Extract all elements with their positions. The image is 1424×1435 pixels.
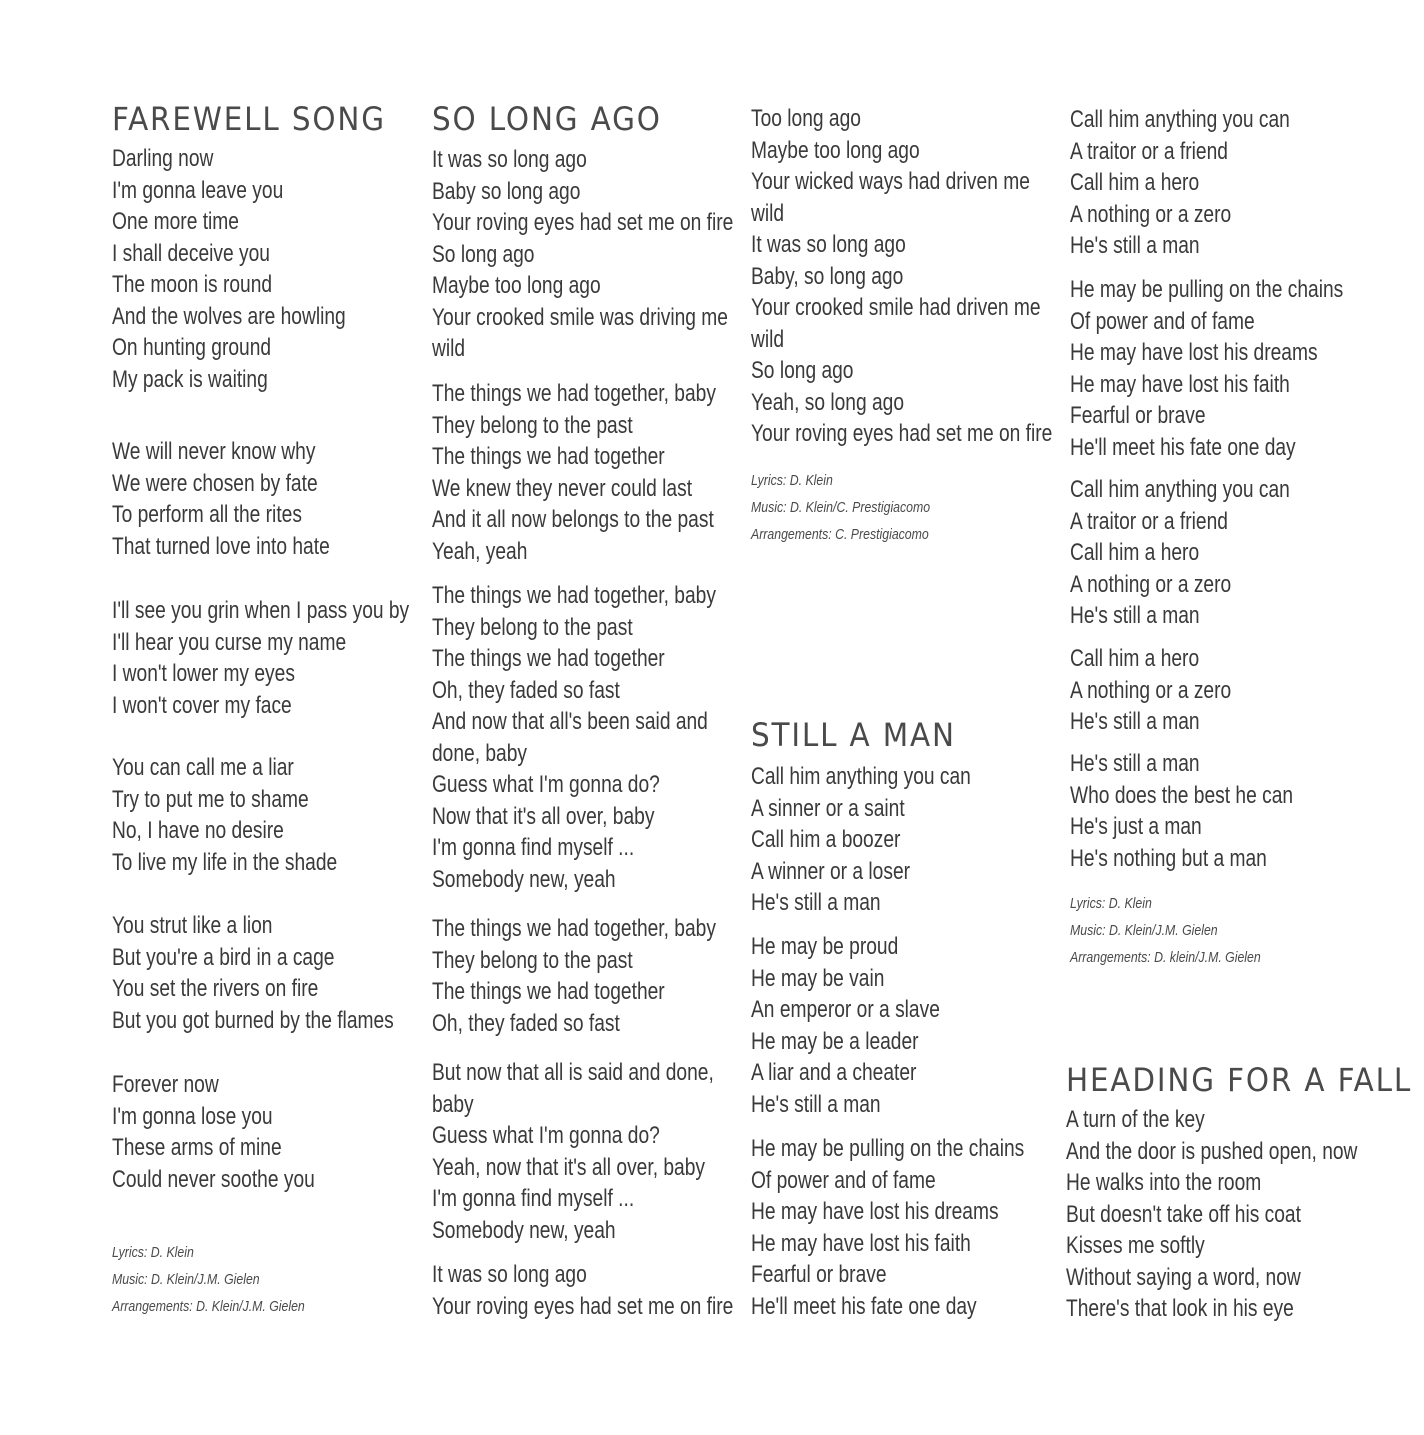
stanza bbox=[112, 752, 393, 878]
stanza bbox=[1070, 643, 1271, 738]
lyric-line: A turn of the key bbox=[1066, 1106, 1205, 1133]
lyric-line: But doesn't take off his coat bbox=[1066, 1200, 1301, 1228]
stanza bbox=[751, 761, 1026, 919]
lyric-line: No, I have no desire bbox=[112, 817, 284, 844]
lyric-line: He's still a man bbox=[751, 889, 881, 916]
credit-line: Music: D. Klein/C. Prestigiacomo bbox=[751, 499, 931, 516]
lyric-line: They belong to the past bbox=[432, 946, 633, 974]
lyric-line: He may have lost his dreams bbox=[751, 1198, 999, 1225]
stanza bbox=[751, 1133, 1093, 1322]
stanza bbox=[432, 580, 787, 895]
lyric-line: So long ago bbox=[432, 240, 535, 268]
lyric-line: We knew they never could last bbox=[432, 474, 693, 502]
lyric-line: Who does the best he can bbox=[1070, 781, 1294, 809]
credit-line: Lyrics: D. Klein bbox=[751, 472, 833, 489]
lyric-line: You strut like a lion bbox=[112, 912, 273, 939]
stanza bbox=[112, 143, 404, 395]
lyric-line: He's nothing but a man bbox=[1070, 844, 1267, 872]
lyric-line: wild bbox=[751, 325, 785, 353]
lyric-line: I'm gonna leave you bbox=[112, 176, 284, 204]
credits bbox=[751, 467, 969, 548]
lyric-line: Baby, so long ago bbox=[751, 262, 904, 290]
lyric-line: Without saying a word, now bbox=[1066, 1263, 1301, 1291]
lyric-line: Your roving eyes had set me on fire bbox=[751, 420, 1053, 447]
lyric-line: He'll meet his fate one day bbox=[1070, 433, 1296, 461]
lyric-line: I won't lower my eyes bbox=[112, 660, 295, 687]
lyric-line: He's still a man bbox=[751, 1090, 881, 1118]
lyric-line: And the door is pushed open, now bbox=[1066, 1137, 1358, 1165]
lyric-line: One more time bbox=[112, 208, 239, 235]
credit-line: Lyrics: D. Klein bbox=[112, 1244, 194, 1261]
lyric-line: Call him anything you can bbox=[751, 763, 971, 790]
lyric-line: Your crooked smile had driven me bbox=[751, 294, 1041, 321]
lyric-line: The things we had together, baby bbox=[432, 582, 716, 609]
song-title-heading-for-a-fall: HEADING FOR A FALL bbox=[1066, 1061, 1413, 1099]
lyric-line: The moon is round bbox=[112, 271, 273, 298]
stanza bbox=[1070, 474, 1345, 632]
lyric-line: The things we had together, baby bbox=[432, 915, 716, 942]
lyric-line: The things we had together bbox=[432, 443, 665, 470]
lyric-line: To live my life in the shade bbox=[112, 848, 338, 876]
lyric-line: Call him anything you can bbox=[1070, 476, 1290, 503]
lyric-line: Try to put me to shame bbox=[112, 785, 309, 813]
lyric-line: Kisses me softly bbox=[1066, 1232, 1205, 1259]
lyric-line: Now that it's all over, baby bbox=[432, 802, 655, 830]
lyric-line: We will never know why bbox=[112, 438, 316, 465]
lyric-line: A liar and a cheater bbox=[751, 1059, 917, 1086]
credits bbox=[1070, 890, 1303, 971]
lyric-line: The things we had together bbox=[432, 645, 665, 672]
lyric-line: The things we had together, baby bbox=[432, 380, 716, 407]
lyric-line: He's still a man bbox=[1070, 750, 1200, 777]
lyric-line: Your crooked smile was driving me bbox=[432, 303, 728, 331]
lyric-line: But you got burned by the flames bbox=[112, 1006, 394, 1034]
stanza bbox=[112, 1069, 366, 1195]
stanza bbox=[1070, 104, 1345, 262]
lyric-line: That turned love into hate bbox=[112, 532, 330, 560]
lyric-line: Fearful or brave bbox=[751, 1261, 887, 1288]
lyric-line: These arms of mine bbox=[112, 1134, 282, 1161]
lyric-line: A winner or a loser bbox=[751, 857, 911, 885]
lyric-line: On hunting ground bbox=[112, 334, 272, 361]
lyric-line: I won't cover my face bbox=[112, 691, 292, 719]
lyric-line: A traitor or a friend bbox=[1070, 137, 1228, 165]
lyric-line: Maybe too long ago bbox=[751, 136, 920, 164]
stanza bbox=[1070, 748, 1349, 874]
lyric-line: Too long ago bbox=[751, 105, 861, 132]
lyric-line: Call him a hero bbox=[1070, 645, 1200, 672]
lyric-line: He walks into the room bbox=[1066, 1169, 1262, 1196]
credit-line: Arrangements: C. Prestigiacomo bbox=[751, 526, 929, 543]
stanza bbox=[432, 1057, 784, 1246]
lyric-line: He may be pulling on the chains bbox=[751, 1135, 1025, 1162]
lyric-line: Yeah, now that it's all over, baby bbox=[432, 1153, 705, 1181]
lyric-line: Baby so long ago bbox=[432, 177, 581, 205]
lyric-line: I'll see you grin when I pass you by bbox=[112, 597, 410, 624]
lyric-line: wild bbox=[751, 199, 785, 227]
lyric-line: wild bbox=[432, 335, 466, 362]
lyric-line: He may have lost his dreams bbox=[1070, 339, 1318, 366]
lyric-line: Oh, they faded so fast bbox=[432, 676, 620, 704]
lyric-line: I'm gonna lose you bbox=[112, 1102, 273, 1130]
stanza bbox=[1066, 1104, 1424, 1325]
stanza bbox=[112, 910, 464, 1036]
lyric-line: My pack is waiting bbox=[112, 365, 268, 393]
lyric-line: An emperor or a slave bbox=[751, 996, 940, 1023]
lyric-line: Of power and of fame bbox=[1070, 307, 1255, 335]
credit-line: Music: D. Klein/J.M. Gielen bbox=[1070, 922, 1218, 939]
lyric-line: A nothing or a zero bbox=[1070, 570, 1232, 598]
lyric-line: Call him a hero bbox=[1070, 539, 1200, 566]
credit-line: Arrangements: D. Klein/J.M. Gielen bbox=[112, 1298, 305, 1315]
lyric-line: A sinner or a saint bbox=[751, 794, 905, 822]
lyric-line: A traitor or a friend bbox=[1070, 507, 1228, 535]
stanza bbox=[751, 931, 987, 1120]
lyric-line: It was so long ago bbox=[432, 1261, 587, 1288]
lyric-line: And now that all's been said and bbox=[432, 708, 708, 735]
lyric-line: I shall deceive you bbox=[112, 239, 270, 267]
song-title-still-a-man: STILL A MAN bbox=[751, 716, 956, 754]
lyric-line: He may have lost his faith bbox=[751, 1229, 971, 1257]
credit-line: Music: D. Klein/J.M. Gielen bbox=[112, 1271, 260, 1288]
lyric-line: It was so long ago bbox=[432, 146, 587, 173]
lyric-line: He's still a man bbox=[1070, 232, 1200, 259]
lyric-line: Yeah, yeah bbox=[432, 537, 528, 565]
song-title-farewell-song: FAREWELL SONG bbox=[112, 100, 386, 138]
lyric-line: Call him a hero bbox=[1070, 169, 1200, 196]
lyric-line: Forever now bbox=[112, 1071, 219, 1098]
lyric-line: Your wicked ways had driven me bbox=[751, 168, 1030, 195]
lyric-line: Fearful or brave bbox=[1070, 402, 1206, 429]
lyric-line: A nothing or a zero bbox=[1070, 676, 1232, 704]
lyric-line: He'll meet his fate one day bbox=[751, 1292, 977, 1320]
lyric-line: You set the rivers on fire bbox=[112, 975, 319, 1002]
lyric-line: So long ago bbox=[751, 357, 854, 384]
lyric-line: Call him anything you can bbox=[1070, 106, 1290, 133]
lyric-line: A nothing or a zero bbox=[1070, 200, 1232, 228]
lyric-line: You can call me a liar bbox=[112, 754, 294, 781]
lyric-line: He's just a man bbox=[1070, 813, 1202, 840]
lyric-line: He may be vain bbox=[751, 964, 885, 992]
lyric-line: But you're a bird in a cage bbox=[112, 943, 335, 971]
stanza bbox=[432, 378, 787, 567]
stanza bbox=[112, 436, 384, 562]
stanza bbox=[1070, 274, 1412, 463]
lyric-line: I'm gonna find myself ... bbox=[432, 1185, 635, 1212]
credit-line: Arrangements: D. klein/J.M. Gielen bbox=[1070, 949, 1261, 966]
lyric-line: Guess what I'm gonna do? bbox=[432, 771, 660, 798]
lyric-line: baby bbox=[432, 1090, 474, 1118]
lyric-line: done, baby bbox=[432, 739, 528, 767]
lyric-line: He may be pulling on the chains bbox=[1070, 276, 1344, 303]
credits bbox=[112, 1239, 347, 1320]
stanza bbox=[432, 913, 787, 1039]
lyric-line: Oh, they faded so fast bbox=[432, 1009, 620, 1037]
lyric-line: Could never soothe you bbox=[112, 1165, 315, 1193]
lyric-line: Guess what I'm gonna do? bbox=[432, 1122, 660, 1149]
lyric-line: He may be proud bbox=[751, 933, 899, 960]
lyric-line: We were chosen by fate bbox=[112, 469, 318, 497]
lyric-line: Of power and of fame bbox=[751, 1166, 936, 1194]
song-title-so-long-ago: SO LONG AGO bbox=[432, 100, 662, 138]
lyric-line: He's still a man bbox=[1070, 602, 1200, 629]
lyric-line: Somebody new, yeah bbox=[432, 1216, 616, 1244]
lyric-line: He may have lost his faith bbox=[1070, 370, 1290, 398]
lyric-line: Your roving eyes had set me on fire bbox=[432, 209, 734, 236]
lyric-line: He may be a leader bbox=[751, 1027, 919, 1055]
lyric-line: He's still a man bbox=[1070, 708, 1200, 735]
lyric-line: I'm gonna find myself ... bbox=[432, 834, 635, 861]
credit-line: Lyrics: D. Klein bbox=[1070, 895, 1152, 912]
lyric-line: And it all now belongs to the past bbox=[432, 506, 714, 533]
lyric-line: Yeah, so long ago bbox=[751, 388, 905, 416]
lyric-line: Somebody new, yeah bbox=[432, 865, 616, 893]
lyric-line: They belong to the past bbox=[432, 613, 633, 641]
lyric-line: It was so long ago bbox=[751, 231, 906, 258]
lyric-line: I'll hear you curse my name bbox=[112, 628, 347, 656]
lyric-line: Darling now bbox=[112, 145, 214, 172]
lyric-line: And the wolves are howling bbox=[112, 302, 346, 330]
lyric-line: To perform all the rites bbox=[112, 501, 302, 528]
lyric-line: But now that all is said and done, bbox=[432, 1059, 714, 1086]
lyric-line: Your roving eyes had set me on fire bbox=[432, 1292, 734, 1320]
lyric-line: Call him a boozer bbox=[751, 826, 901, 853]
lyric-line: They belong to the past bbox=[432, 411, 633, 439]
lyric-line: There's that look in his eye bbox=[1066, 1295, 1294, 1322]
lyric-line: The things we had together bbox=[432, 978, 665, 1005]
lyric-line: Maybe too long ago bbox=[432, 272, 601, 299]
stanza bbox=[112, 595, 483, 721]
